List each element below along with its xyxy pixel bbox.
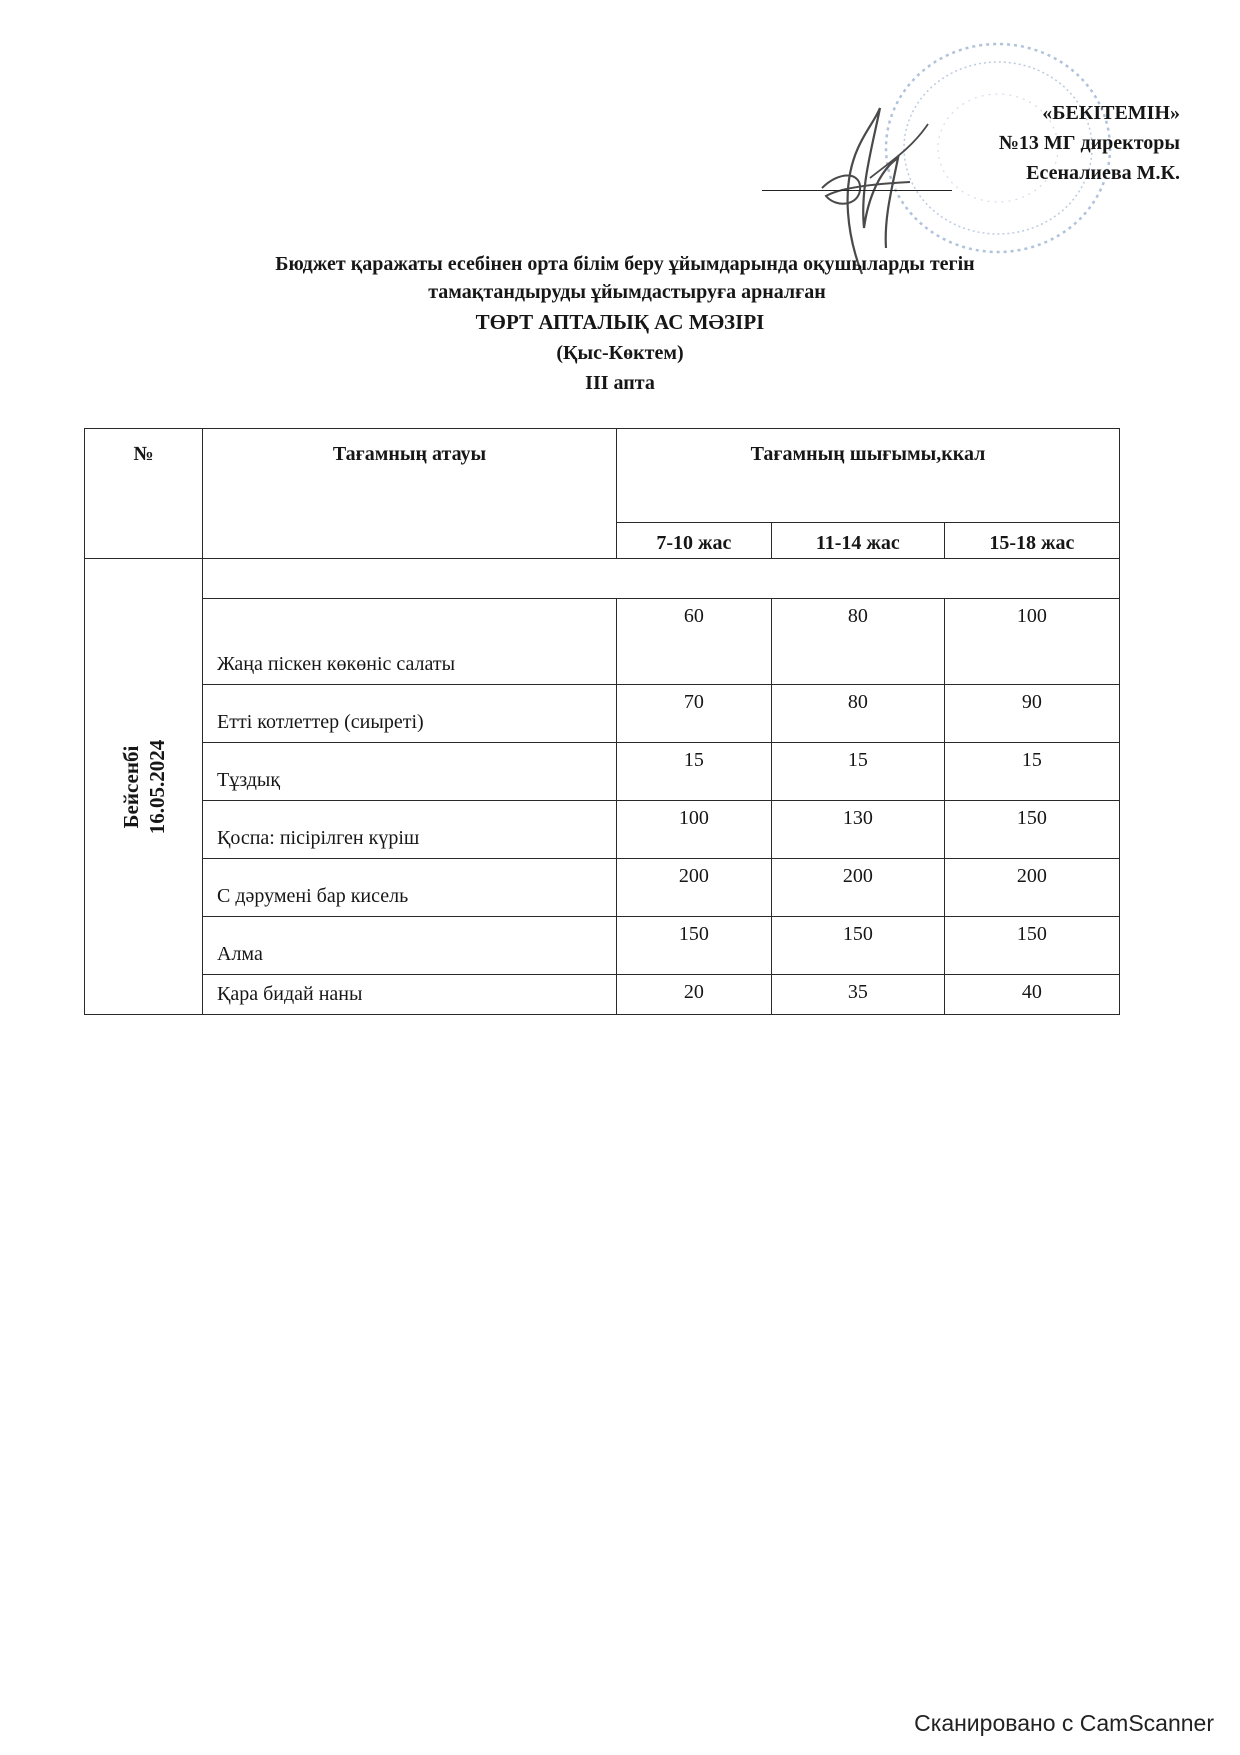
scanner-watermark: Сканировано с CamScanner	[914, 1710, 1214, 1736]
kcal-7-10: 70	[617, 685, 772, 743]
document-title	[0, 250, 1240, 398]
table-row	[85, 917, 1120, 975]
kcal-15-18: 40	[944, 975, 1119, 1015]
dish-name: Тұздық	[203, 743, 617, 801]
approval-person: Есеналиева М.К.	[1026, 162, 1180, 184]
kcal-7-10: 60	[617, 599, 772, 685]
title-week: III апта	[585, 372, 655, 394]
dish-name: Жаңа піскен көкөніс салаты	[203, 599, 617, 685]
title-line-2: тамақтандыруды ұйымдастыруға арналған	[428, 281, 826, 303]
kcal-11-14: 80	[771, 685, 944, 743]
approval-position: №13 МГ директоры	[998, 132, 1180, 154]
kcal-11-14: 150	[771, 917, 944, 975]
day-name: Бейсенбі	[118, 745, 143, 828]
day-label	[118, 739, 170, 834]
kcal-15-18: 15	[944, 743, 1119, 801]
kcal-7-10: 20	[617, 975, 772, 1015]
kcal-11-14: 15	[771, 743, 944, 801]
kcal-11-14: 80	[771, 599, 944, 685]
dish-name: С дәрумені бар кисель	[203, 859, 617, 917]
header-dish: Тағамның атауы	[203, 429, 617, 559]
header-age-15-18: 15-18 жас	[944, 523, 1119, 559]
kcal-7-10: 150	[617, 917, 772, 975]
table-row	[85, 859, 1120, 917]
kcal-15-18: 90	[944, 685, 1119, 743]
kcal-11-14: 35	[771, 975, 944, 1015]
table-row	[85, 743, 1120, 801]
kcal-15-18: 100	[944, 599, 1119, 685]
header-age-11-14: 11-14 жас	[771, 523, 944, 559]
approval-block	[880, 98, 1180, 188]
day-cell	[85, 559, 203, 1015]
kcal-11-14: 200	[771, 859, 944, 917]
kcal-11-14: 130	[771, 801, 944, 859]
table-row	[85, 599, 1120, 685]
title-season: (Қыс-Көктем)	[556, 342, 684, 364]
menu-table	[84, 428, 1120, 1015]
title-line-3: ТӨРТ АПТАЛЫҚ АС МӘЗІРІ	[475, 310, 765, 334]
header-age-7-10: 7-10 жас	[617, 523, 772, 559]
table-row	[85, 801, 1120, 859]
dish-name: Қоспа: пісірілген күріш	[203, 801, 617, 859]
table-row	[85, 685, 1120, 743]
header-yield: Тағамның шығымы,ккал	[617, 429, 1120, 523]
kcal-7-10: 15	[617, 743, 772, 801]
header-no: №	[85, 429, 203, 559]
dish-name: Қара бидай наны	[203, 975, 617, 1015]
dish-name: Етті котлеттер (сиыреті)	[203, 685, 617, 743]
kcal-15-18: 200	[944, 859, 1119, 917]
day-date: 16.05.2024	[144, 739, 169, 834]
kcal-15-18: 150	[944, 917, 1119, 975]
approval-label: «БЕКІТЕМІН»	[1042, 102, 1180, 124]
kcal-15-18: 150	[944, 801, 1119, 859]
kcal-7-10: 200	[617, 859, 772, 917]
title-line-1: Бюджет қаражаты есебінен орта білім беру ұйымдарында оқушыларды тегін	[275, 253, 975, 275]
dish-name: Алма	[203, 917, 617, 975]
spacer-row	[203, 559, 1120, 599]
table-row	[85, 975, 1120, 1015]
kcal-7-10: 100	[617, 801, 772, 859]
signature-line	[762, 190, 952, 191]
